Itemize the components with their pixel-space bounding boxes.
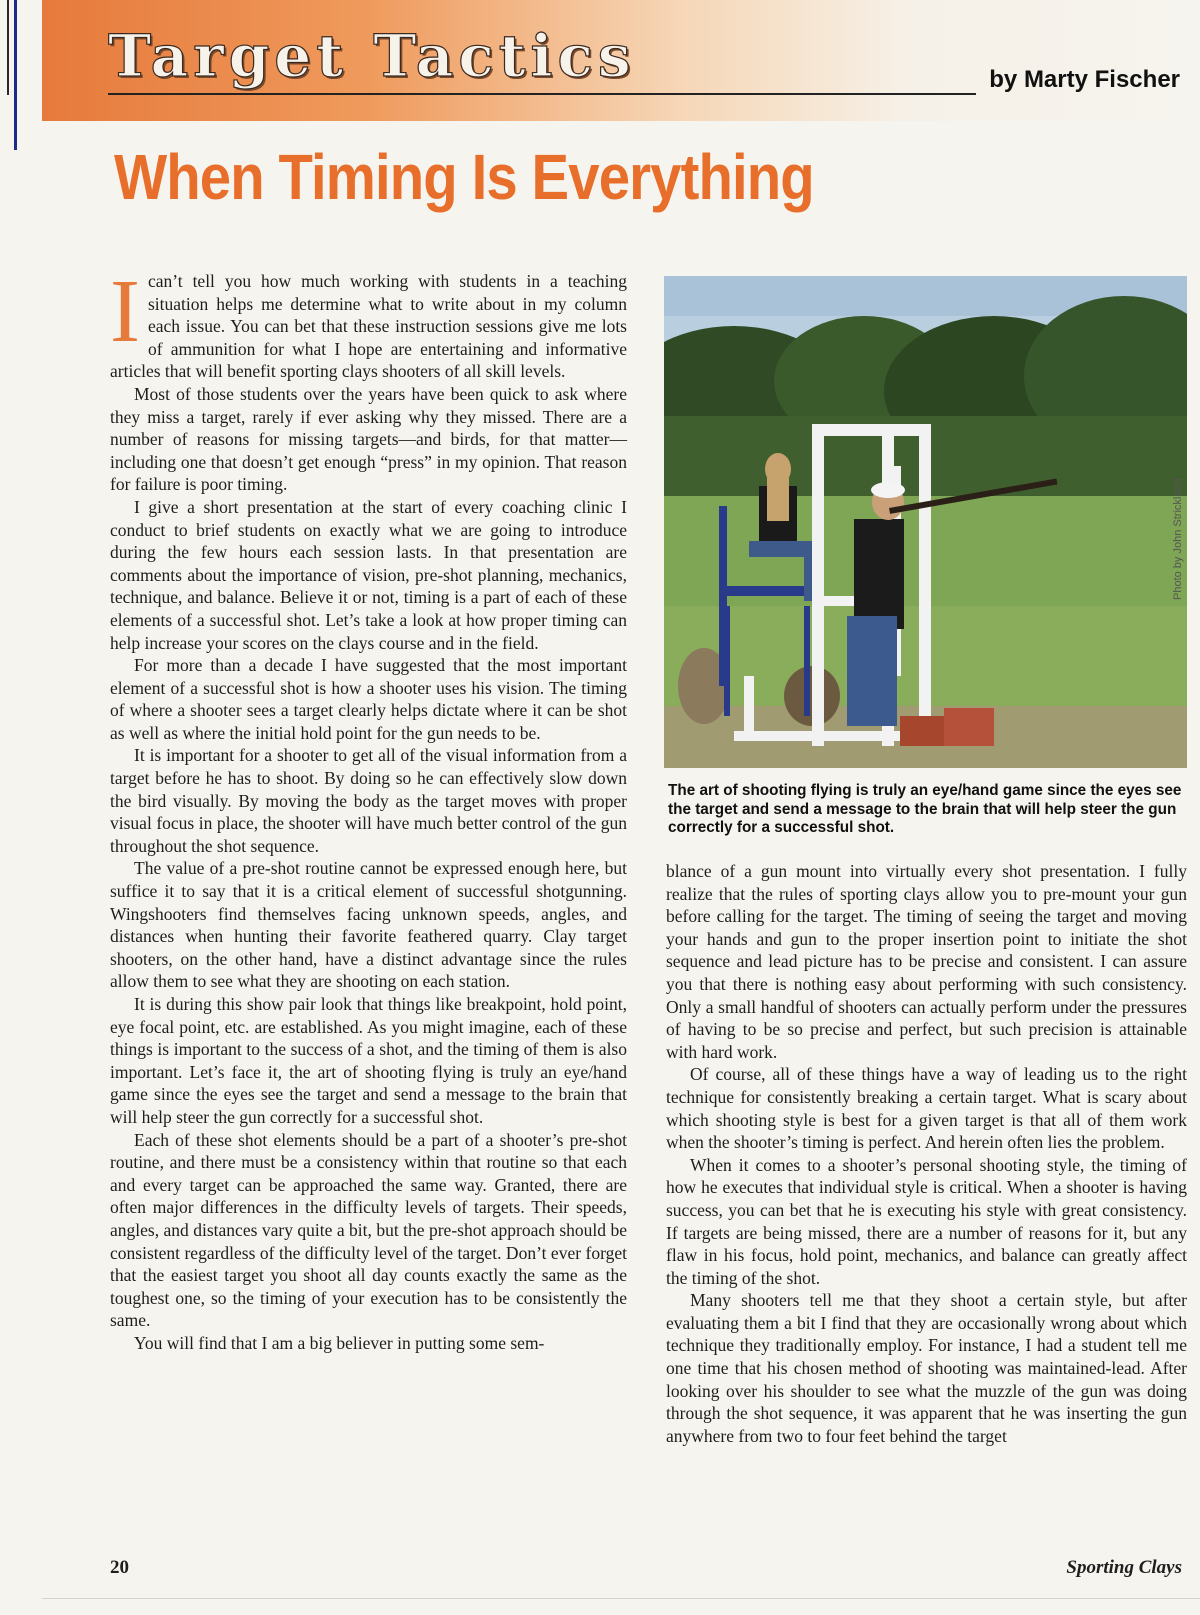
paragraph: You will find that I am a big believer in putting some sem- xyxy=(134,1332,545,1353)
paragraph: blance of a gun mount into virtually every shot presentation. I fully realize that the rules of sporting clays allow you to pre-mount your gun before calling for the target. The timing of seeing the target and moving your hands and gun to the proper insertion point to initiate the shot sequence and lead picture has to be precise and consistent. I can assure you that there is nothing easy about performing with such consistency. Only a small handful of shooters can actually perform under the pressures of having to be so precise and perfect, but such precision is attainable with hard work. xyxy=(666,861,1187,1062)
series-title: Target Tactics xyxy=(108,22,636,90)
right-column xyxy=(666,860,1187,1447)
paragraph-intro xyxy=(110,262,627,383)
paragraph: I give a short presentation at the start of every coaching clinic I conduct to brief students on exactly what we are going to introduce during the few hours each session lasts. In that presentation are comments about the importance of vision, pre-shot planning, mechanics, technique, and balance. Believe it or not, timing is a part of each of these elements of a successful shot. Let’s take a look at how proper timing can help increase your scores on the clays course and in the field. xyxy=(110,496,627,653)
left-column xyxy=(110,262,627,1355)
paragraph: Many shooters tell me that they shoot a certain style, but after evaluating them a bit I find that they are occasionally wrong about which technique they traditionally employ. For instance, I had a student tell me one time that his chosen method of shooting was maintained-lead. After looking over his shoulder to see what the muzzle of the gun was doing through the shot sequence, it was apparent that he was inserting the gun anywhere from two to four feet behind the target xyxy=(666,1290,1187,1446)
paragraph: The value of a pre-shot routine cannot be expressed enough here, but suffice it to say that it is a critical element of successful shotgunning. Wingshooters find themselves facing unknown speeds, angles, and distances when hunting their favorite feathered quarry. Clay target shooters, on the other hand, have a distinct advantage since the rules allow them to see what they are shooting on each station. xyxy=(110,858,627,992)
header-rule xyxy=(108,93,976,95)
byline: by Marty Fischer xyxy=(989,66,1180,93)
binding-edge-mark xyxy=(7,0,9,95)
paragraph: For more than a decade I have suggested that the most important element of a successful shot is how a shooter uses his vision. The timing of where a shooter sees a target clearly helps dictate where it can be shot as well as where the initial hold point for the gun needs to be. xyxy=(110,655,627,743)
paragraph: Each of these shot elements should be a part of a shooter’s pre-shot routine, and there must be a consistency within that routine so that each and every target can be approached the same way. Granted, there are often major differences in the difficulty levels of targets. Their speeds, angles, and distances vary quite a bit, but the pre-shot approach should be consistent regardless of the difficulty level of the target. Don’t ever forget that the easiest target you shoot all day counts exactly the same as the toughest one, so the timing of your execution has to be consistently the same. xyxy=(110,1129,627,1331)
paragraph: It is during this show pair look that things like breakpoint, hold point, eye focal point, etc. are established. As you might imagine, each of these things is important to the success of a shot, and the timing of them is also important. Let’s face it, the art of shooting flying is truly an eye/hand game since the eyes see the target and send a message to the brain that will help steer the gun correctly for a successful shot. xyxy=(110,994,627,1127)
footer-rule xyxy=(42,1598,1200,1599)
magazine-name: Sporting Clays xyxy=(1066,1557,1182,1578)
paragraph: Of course, all of these things have a way of leading us to the right technique for consistently breaking a certain target. What is scary about which shooting style is best for a given target is that all of them work when the shooter’s timing is perfect. And herein often lies the problem. xyxy=(666,1064,1187,1153)
photo-caption: The art of shooting flying is truly an eye/hand game since the eyes see the target and send a message to the brain that will help steer the gun correctly for a successful shot. xyxy=(668,782,1182,836)
paragraph: When it comes to a shooter’s personal shooting style, the timing of how he executes that individual style is critical. When a shooter is having success, you can bet that he is executing his style with great consistency. If targets are being missed, there are a number of reasons for it, but any flaw in his focus, hold point, mechanics, and balance can greatly affect the timing of the shot. xyxy=(666,1154,1187,1288)
page-number: 20 xyxy=(110,1557,129,1578)
dropcap: I xyxy=(110,262,140,361)
headline: When Timing Is Everything xyxy=(114,141,814,213)
photo-illustration xyxy=(664,276,1187,768)
blue-edge-stripe xyxy=(14,0,17,150)
paragraph: It is important for a shooter to get all of the visual information from a target before he has to shoot. By doing so he can effectively slow down the bird visually. By moving the body as the target moves with proper visual focus in place, the shooter will have much better control of the gun throughout the shot sequence. xyxy=(110,745,627,856)
intro-text: can’t tell you how much working with students in a teaching situation helps me determine what to write about in my column each issue. You can bet that these instruction sessions give me lots of ammunition for what I hope are entertaining and informative articles that will benefit sporting clays shooters of all skill levels. xyxy=(110,271,627,382)
photo-credit: Photo by John Strickland xyxy=(1172,478,1184,600)
shooting-photo xyxy=(664,276,1187,768)
paragraph: Most of those students over the years have been quick to ask where they miss a target, rarely if ever asking why they missed. There are a number of reasons for missing targets—and birds, for that matter—including one that doesn’t get enough “press” in my opinion. That reason for failure is poor timing. xyxy=(110,383,627,495)
